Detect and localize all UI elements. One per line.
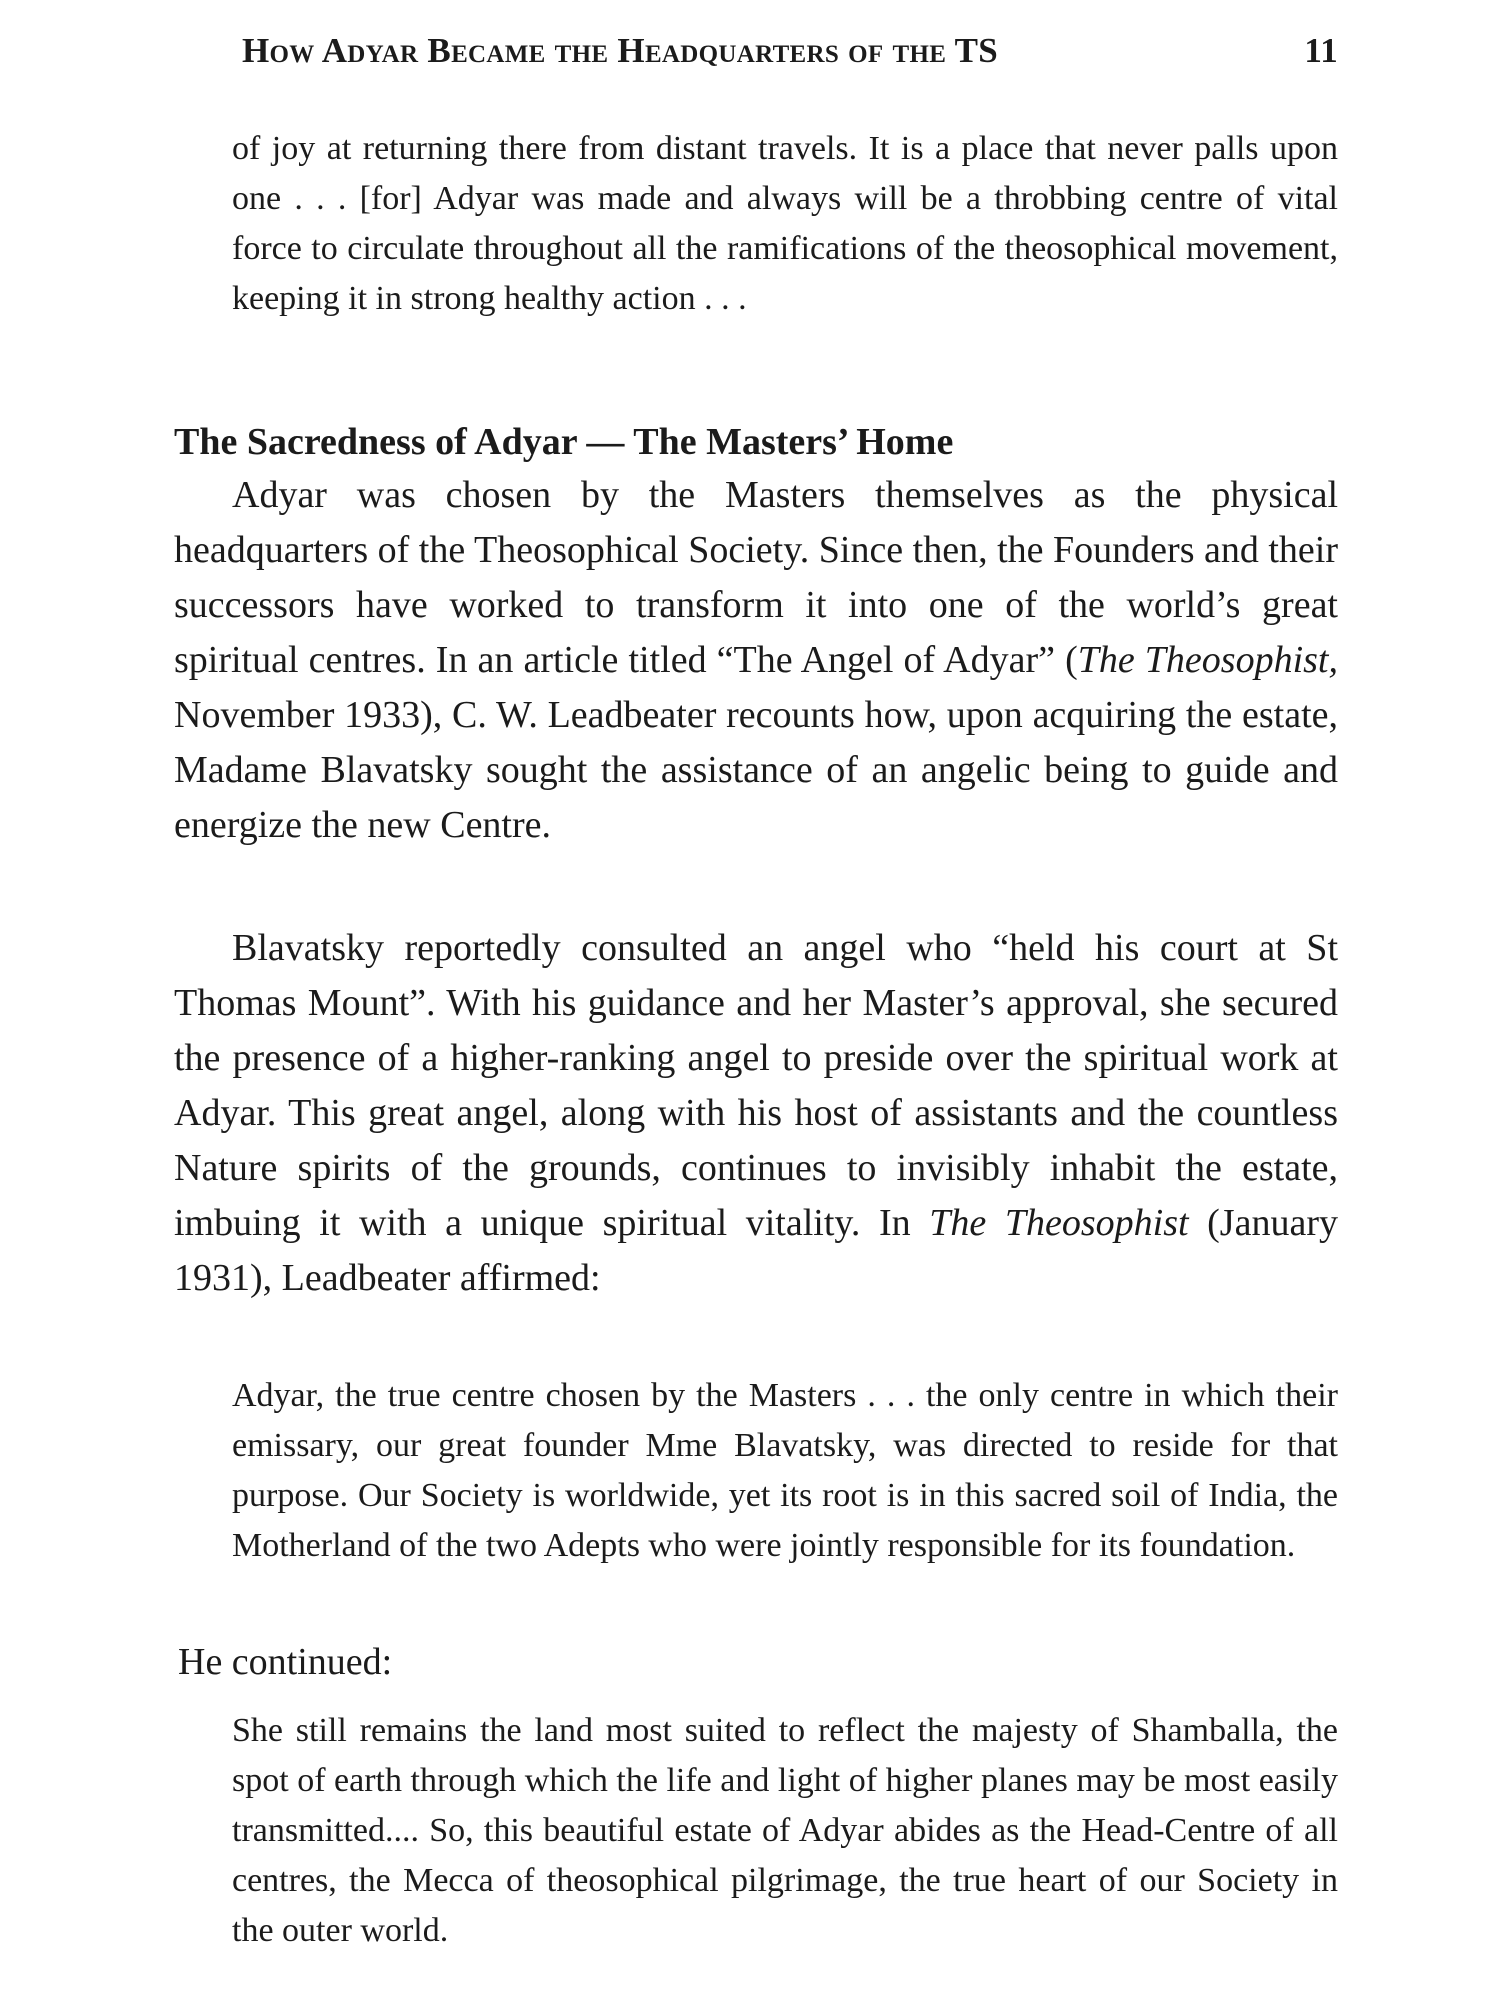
paragraph-text: Adyar was chosen by the Masters themselves as the physical headquarters of the Theosophical Society. Since then, the Founders and their successors have worked to transform it into one of the world’s great spiritual centres. In an article titled “The Angel of Adyar” ( bbox=[174, 474, 1338, 681]
journal-title-italic: The Theosophist, bbox=[1077, 639, 1338, 681]
page-number: 11 bbox=[1304, 31, 1338, 70]
paragraph-text: November 1933), C. W. Leadbeater recounts how, upon acquiring the estate, Madame Blavatsky sought the assistance of an angelic being to guide and energize the new Centre. bbox=[174, 694, 1338, 846]
block-quote-true-centre: Adyar, the true centre chosen by the Masters . . . the only centre in which their emissary, our great founder Mme Blavatsky, was directed to reside for that purpose. Our Society is worldwide, yet its root is in this sacred soil of India, the Motherland of the two Adepts who were jointly responsible for its foundation. bbox=[232, 1377, 1338, 1564]
body-paragraph-angel-consulted bbox=[174, 921, 1338, 1306]
body-paragraph-chosen-by-masters bbox=[174, 468, 1338, 853]
section-heading: The Sacredness of Adyar — The Masters’ Home bbox=[174, 421, 954, 463]
continuation-line: He continued: bbox=[178, 1641, 393, 1683]
running-title: How Adyar Became the Headquarters of the TS bbox=[242, 31, 999, 70]
running-header bbox=[242, 26, 1338, 76]
journal-title-italic: The Theosophist bbox=[929, 1202, 1189, 1244]
block-quote-shamballa: She still remains the land most suited to reflect the majesty of Shamballa, the spot of earth through which the life and light of higher planes may be most easily transmitted.... So, this beautiful estate of Adyar abides as the Head-Centre of all centres, the Mecca of theosophical pilgrimage, the true heart of our Society in the outer world. bbox=[232, 1712, 1338, 1949]
block-quote-adyar-vital-force: of joy at returning there from distant travels. It is a place that never palls upon one . . . [for] Adyar was made and always will be a throbbing centre of vital force to circulate throughout all the ramifications of the theosophical movement, keeping it in strong healthy action . . . bbox=[232, 130, 1338, 317]
paragraph-text: (January 1931), Leadbeater affirmed: bbox=[174, 1202, 1338, 1299]
paragraph-text: Blavatsky reportedly consulted an angel who “held his court at St Thomas Mount”. With his guidance and her Master’s approval, she secured the presence of a higher-ranking angel to preside over the spiritual work at Adyar. This great angel, along with his host of assistants and the countless Nature spirits of the grounds, continues to invisibly inhabit the estate, imbuing it with a unique spiritual vitality. In bbox=[174, 927, 1338, 1244]
